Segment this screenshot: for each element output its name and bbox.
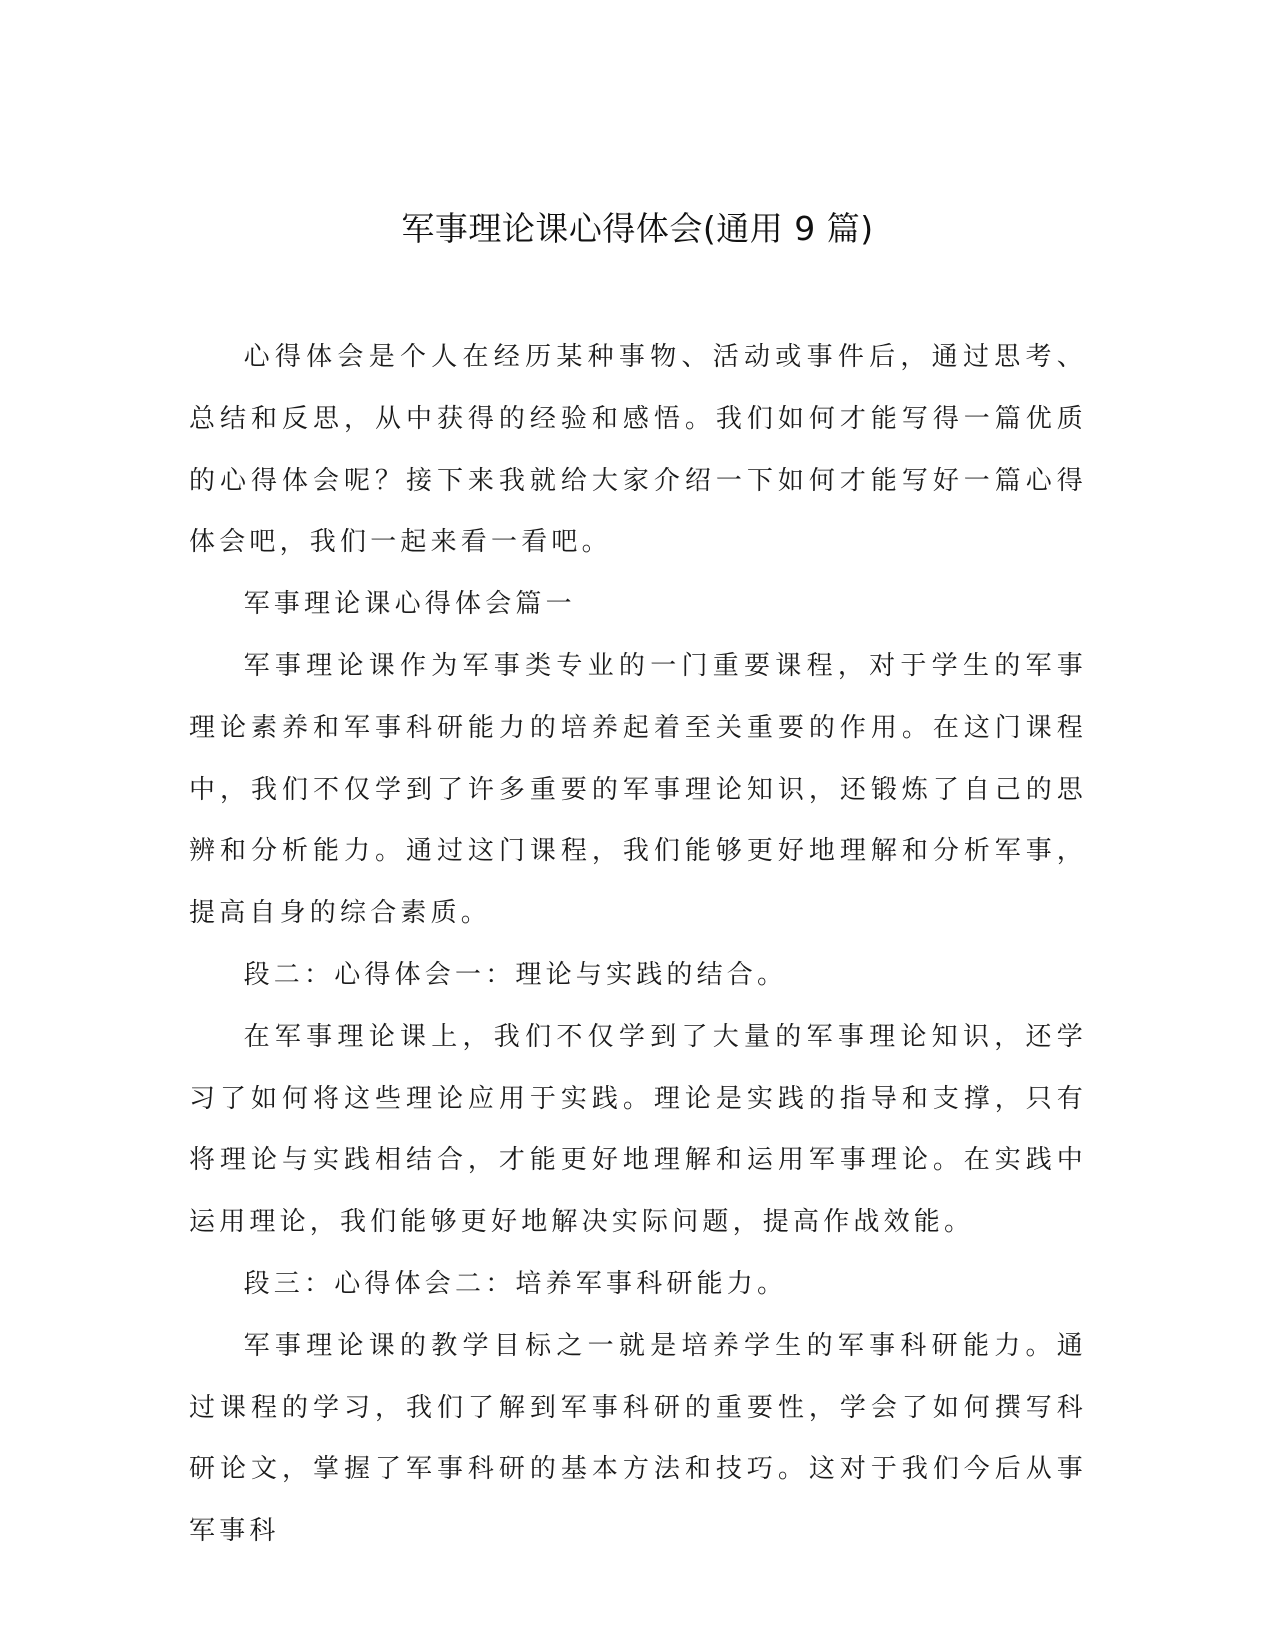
body-paragraph: 军事理论课的教学目标之一就是培养学生的军事科研能力。通过课程的学习，我们了解到军事科研的重要性，学会了如何撰写科研论文，掌握了军事科研的基本方法和技巧。这对于我们今后从事军事科 xyxy=(189,1330,1087,1547)
section-heading-paragraph-three: 段三：心得体会二：培养军事科研能力。 xyxy=(243,1268,788,1299)
document-body xyxy=(189,327,1087,1563)
document-title: 军事理论课心得体会(通用 9 篇) xyxy=(401,209,874,248)
section-heading-part-one: 军事理论课心得体会篇一 xyxy=(243,589,576,620)
body-paragraph: 军事理论课作为军事类专业的一门重要课程，对于学生的军事理论素养和军事科研能力的培养起着至关重要的作用。在这门课程中，我们不仅学到了许多重要的军事理论知识，还锻炼了自己的思辨和分析能力。通过这门课程，我们能够更好地理解和分析军事，提高自身的综合素质。 xyxy=(189,650,1087,929)
section-heading-paragraph-two: 段二：心得体会一：理论与实践的结合。 xyxy=(243,959,788,990)
body-paragraph: 在军事理论课上，我们不仅学到了大量的军事理论知识，还学习了如何将这些理论应用于实践。理论是实践的指导和支撑，只有将理论与实践相结合，才能更好地理解和运用军事理论。在实践中运用理论，我们能够更好地解决实际问题，提高作战效能。 xyxy=(189,1021,1087,1238)
intro-paragraph: 心得体会是个人在经历某种事物、活动或事件后，通过思考、总结和反思，从中获得的经验和感悟。我们如何才能写得一篇优质的心得体会呢？接下来我就给大家介绍一下如何才能写好一篇心得体会吧，我们一起来看一看吧。 xyxy=(189,342,1087,558)
